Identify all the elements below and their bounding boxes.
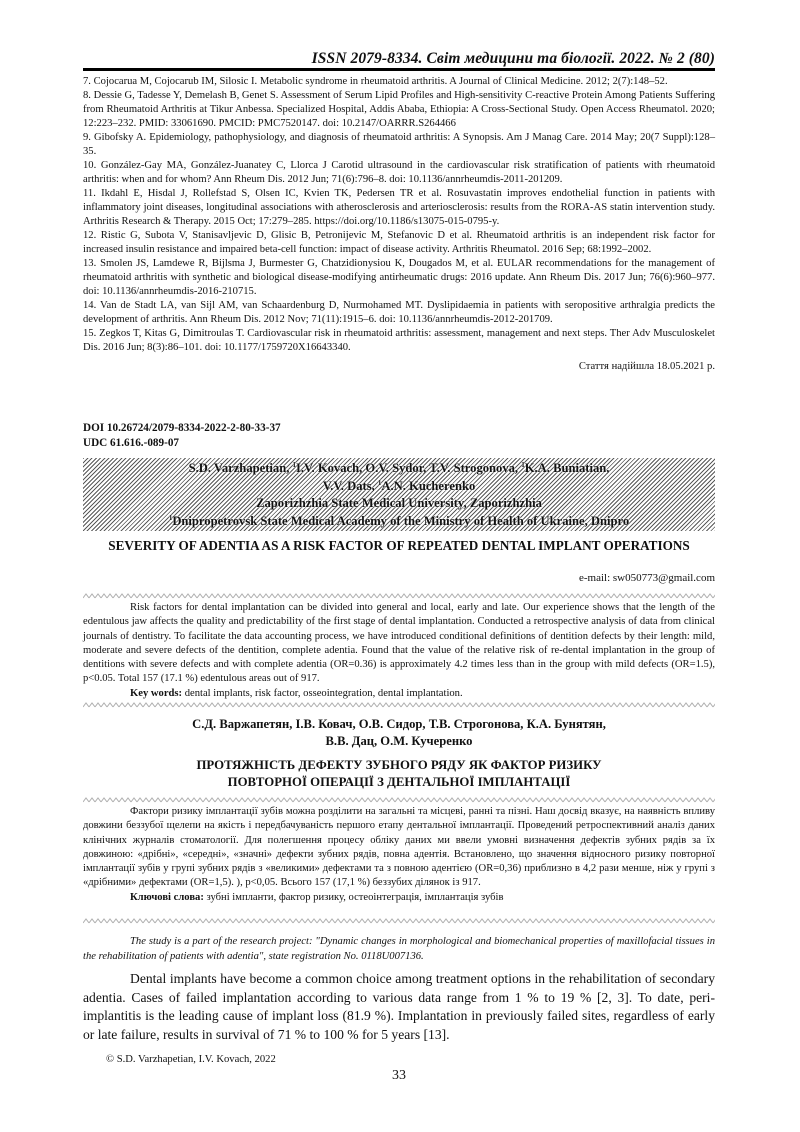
article-title-en: SEVERITY OF ADENTIA AS A RISK FACTOR OF REPEATED DENTAL IMPLANT OPERATIONS — [108, 538, 690, 553]
author-affiliation-box — [83, 458, 715, 531]
article-identifiers — [83, 421, 281, 451]
affiliation-1: Zaporizhzhia State Medical University, Zaporizhzhia — [256, 496, 542, 510]
reference-item: 8. Dessie G, Tadesse Y, Demelash B, Genet S. Assessment of Serum Lipid Profiles and High-sensitivity C-reactive Protein Among Patients Suffering from Rheumatoid Arthritis at Tikur Anbessa. Specialized Hospital, Addis Ababa, Ethiopia: A Cross-Sectional Study. Open Access Rheumatol. 2020; 12:223–232. PMID: 33061690. PMCID: PMC7520147. doi: 10.2147/OARRR.S264466 — [83, 90, 715, 129]
copyright: © S.D. Varzhapetian, I.V. Kovach, 2022 — [106, 1054, 276, 1065]
affiliation-2: $^1$Dnipropetrovsk State Medical Academy of the Ministry of Health of Ukraine, Dnipro — [168, 513, 630, 528]
authors-line-1: S.D. Varzhapetian, $^1$I.V. Kovach, O.V. Sydor, T.V. Strogonova, $^1$K.A. Buniatian, — [188, 460, 610, 475]
reference-item: 12. Ristic G, Subota V, Stanisavljevic D, Glisic B, Petronijevic M, Stefanovic D et al. Rheumatoid arthritis is an independent risk factor for increased insulin resistance and impaired beta-cell function: impact of disease activity. Arthritis Rheumatol. 2016 Sep; 68:1992–2002. — [83, 230, 715, 255]
reference-item: 13. Smolen JS, Lamdewe R, Bijlsma J, Burmester G, Chatzidionysiou K, Dougados M, et al. EULAR recommendations for the management of rheumatoid arthritis with synthetic and biological disease-modifying antirheumatic drugs: 2016 update. Ann Rheum Dis. 2017 Jun; 76(6):960–977. doi: 10.1136/annrheumdis-2016-210715. — [83, 258, 715, 297]
abstract-en — [83, 601, 715, 701]
abstract-ua-text: Фактори ризику імплантації зубів можна розділити на загальні та місцеві, ранні та пізні. Наш досвід вказує, на наявність впливу довжини беззубої щелепи на якість і передбачуваність першого етапу дентальної імплантації. Проведений ретроспективний аналіз даних клінічних журналів стоматології. Для полегшення процесу обліку даних ми ввели умовні визначення дефектів зубних рядів за їх довжиною: «дрібні», «середні», «значні» дефекти зубних рядів, повна адентія. Встановлено, що значення відносного ризику повторної імплантації зубів у групі зубних рядів з «великими» дефектами та з повною адентією (OR=0,36) приблизно в 4,2 рази менше, ніж у групі з «дрібними» дефектами (OR=1,5). ), p<0,05. Всього 157 (17,1 %) беззубих ділянок із 917. — [83, 806, 715, 889]
contact-email[interactable]: e-mail: sw050773@gmail.com — [579, 572, 715, 584]
authors-line-2: V.V. Dats, $^1$A.N. Kucherenko — [322, 478, 476, 493]
doi: DOI 10.26724/2079-8334-2022-2-80-33-37 — [83, 422, 281, 434]
reference-item: 11. Ikdahl E, Hisdal J, Rollefstad S, Olsen IC, Kvien TK, Pedersen TR et al. Rosuvastatin improves endothelial function in patients with inflammatory joint diseases, longitudinal associations with atherosclerosis and arteriosclerosis: results from the RORA-AS statin intervention study. Arthritis Research & Therapy. 2015 Oct; 17:279–285. https://doi.org/10.1186/s13075-015-0795-y. — [83, 188, 715, 227]
authors-ua: С.Д. Варжапетян, І.В. Ковач, О.В. Сидор, Т.В. Строгонова, К.А. Бунятян, В.В. Дац, О.М. Кучеренко — [192, 717, 606, 748]
page-number: 33 — [392, 1068, 406, 1083]
body-text — [83, 970, 715, 1044]
wavy-divider — [83, 797, 715, 803]
udc: UDC 61.616.-089-07 — [83, 437, 180, 449]
reference-item: 7. Cojocarua M, Cojocarub IM, Silosic I. Metabolic syndrome in rheumatoid arthritis. A Journal of Clinical Medicine. 2012; 2(7):148–52. — [83, 76, 668, 87]
keywords-ua: Ключові слова: зубні імпланти, фактор ризику, остеоінтеграція, імплантація зубів — [130, 891, 504, 903]
journal-header: ISSN 2079-8334. Світ медицини та біології. 2022. № 2 (80) — [311, 50, 715, 67]
abstract-ua — [83, 805, 715, 905]
body-paragraph: Dental implants have become a common choice among treatment options in the rehabilitation of secondary adentia. Cases of failed implantation according to various data range from 1 % to 19 % [2, 3]. To date, peri-implantitis is the leading cause of implant loss (81.9 %). Implantation in previously failed sites, regardless of early or late failure, results in survival of 71 % to 100 % for 5 years [13]. — [83, 971, 715, 1042]
reference-item: 9. Gibofsky A. Epidemiology, pathophysiology, and diagnosis of rheumatoid arthritis: A Synopsis. Am J Manag Care. 2014 May; 20(7 Suppl):128–35. — [83, 132, 715, 157]
abstract-en-text: Risk factors for dental implantation can be divided into general and local, early and late. Our experience shows that the length of the edentulous jaw affects the quality and predictability of the first stage of dental implantation. Conducted a retrospective analysis of data from clinical journals of dentistry. To facilitate the data accounting process, we have introduced conditional definitions of dentition defects by their length: mild, moderate and severe defects of the dentition, complete adentia. Found that the value of the relative risk of re-dental implantation in the group of dentitions with severe defects and with complete adentia (OR=0.36) is approximately 4.2 times less than in the group with mild defects (OR=1.5), p<0.05. Total 157 (17.1 %) edentulous areas out of 917. — [83, 602, 715, 685]
project-note: The study is a part of the research project: "Dynamic changes in morphological and biomechanical properties of maxillofacial tissues in the rehabilitation of patients with adentia", state registration No. 0118U007136. — [83, 936, 715, 962]
received-date: Стаття надійшла 18.05.2021 р. — [578, 361, 715, 372]
header-rule — [83, 68, 715, 71]
wavy-divider — [83, 918, 715, 924]
keywords-en: Key words: dental implants, risk factor, osseointegration, dental implantation. — [130, 687, 463, 699]
wavy-divider — [83, 702, 715, 708]
article-title-ua: ПРОТЯЖНІСТЬ ДЕФЕКТУ ЗУБНОГО РЯДУ ЯК ФАКТОР РИЗИКУ ПОВТОРНОЇ ОПЕРАЦІЇ З ДЕНТАЛЬНОЇ ІМПЛАНТАЦІЇ — [196, 758, 602, 789]
reference-item: 10. González-Gay MA, González-Juanatey C, Llorca J Carotid ultrasound in the cardiovascular risk stratification of patients with rheumatoid arthritis: when and for whom? Ann Rheum Dis. 2012 Jun; 71(6):796–8. doi: 10.1136/annrheumdis-2011-201209. — [83, 160, 715, 185]
reference-list — [83, 75, 715, 374]
reference-item: 15. Zegkos T, Kitas G, Dimitroulas T. Cardiovascular risk in rheumatoid arthritis: assessment, management and next steps. Ther Adv Musculoskelet Dis. 2016 Jun; 8(3):86–101. doi: 10.1177/1759720X16643340. — [83, 328, 715, 353]
wavy-divider — [83, 593, 715, 599]
reference-item: 14. Van de Stadt LA, van Sijl AM, van Schaardenburg D, Nurmohamed MT. Dyslipidaemia in patients with seropositive arthralgia predicts the development of arthritis. Ann Rheum Dis. 2012 Nov; 71(11):1915–6. doi: 10.1136/annrheumdis-2012-201709. — [83, 300, 715, 325]
